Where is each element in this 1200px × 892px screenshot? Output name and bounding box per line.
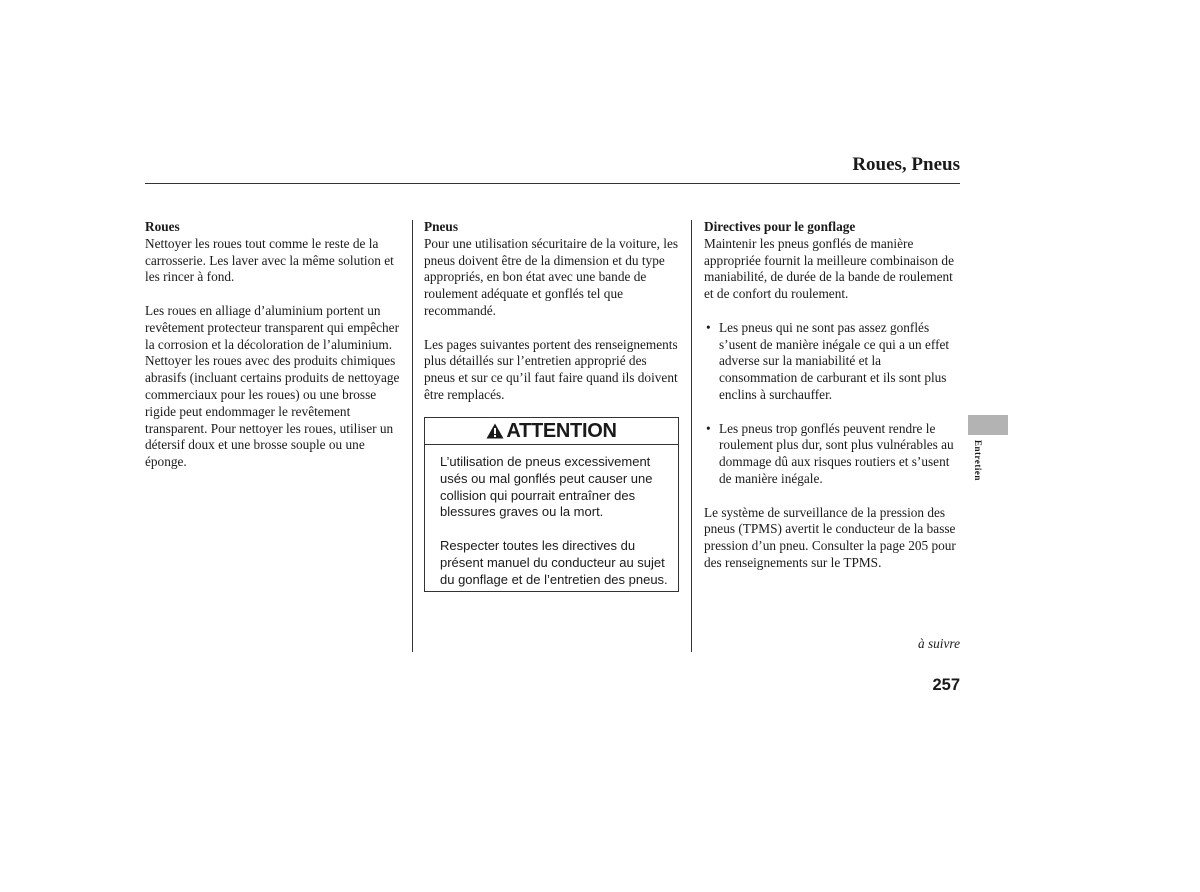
section-heading-gonflage: Directives pour le gonflage	[704, 219, 856, 234]
column-pneus	[424, 219, 679, 421]
warning-text: L’utilisation de pneus excessivement usés ou mal gonflés peut causer une collision qui pourrait entraîner des blessures graves ou la mort.	[440, 454, 653, 520]
section-tab	[968, 415, 1008, 435]
paragraph: Nettoyer les roues tout comme le reste de la carrosserie. Les laver avec la même solution et les rincer à fond.	[145, 235, 394, 285]
bullet-list	[704, 320, 962, 488]
page-title: Roues, Pneus	[852, 154, 960, 175]
column-roues	[145, 219, 400, 488]
header-divider	[145, 183, 960, 184]
attention-body	[425, 445, 678, 588]
column-divider	[412, 220, 413, 652]
section-heading-roues: Roues	[145, 219, 180, 234]
paragraph: Les pages suivantes portent des renseignements plus détaillés sur l’entretien approprié des pneus et sur ce qu’il faut faire quand ils doivent être remplacés.	[424, 336, 678, 402]
continued-label: à suivre	[918, 636, 960, 651]
column-divider	[691, 220, 692, 652]
column-gonflage	[704, 219, 962, 589]
attention-title: ATTENTION	[506, 419, 617, 442]
section-tab-label: Entretien	[973, 440, 983, 481]
section-heading-pneus: Pneus	[424, 219, 458, 234]
page-number: 257	[932, 676, 960, 694]
warning-triangle-icon	[486, 423, 504, 439]
attention-header	[425, 418, 678, 445]
attention-warning-box	[424, 417, 679, 592]
paragraph: Maintenir les pneus gonflés de manière appropriée fournit la meilleure combinaison de maniabilité, de durée de la bande de roulement et de confort du roulement.	[704, 235, 954, 302]
paragraph: Le système de surveillance de la pression des pneus (TPMS) avertit le conducteur de la basse pression d’un pneu. Consulter la page 205 pour des renseignements sur le TPMS.	[704, 504, 956, 570]
bullet-item: • Les pneus qui ne sont pas assez gonflés s’usent de manière inégale ce qui a un effet adverse sur la maniabilité et la consommation de carburant et ils sont plus enclins à surchauffer.	[704, 320, 962, 404]
paragraph: Pour une utilisation sécuritaire de la voiture, les pneus doivent être de la dimension et du type appropriés, en bon état avec une bande de roulement adéquate et gonflés tel que recommandé.	[424, 235, 679, 318]
bullet-item: • Les pneus trop gonflés peuvent rendre le roulement plus dur, sont plus vulnérables au dommage dû aux risques routiers et s’usent de manière inégale.	[704, 421, 962, 488]
warning-text: Respecter toutes les directives du présent manuel du conducteur au sujet du gonflage et de l’entretien des pneus.	[440, 537, 668, 587]
paragraph: Les roues en alliage d’aluminium portent un revêtement protecteur transparent qui empêcher la corrosion et la décoloration de l’aluminium. Nettoyer les roues avec des produits chimiques abrasifs (incluant certains produits de nettoyage commerciaux pour les roues) ou une brosse rigide peut endommager le revêtement transparent. Pour nettoyer les roues, utiliser un détersif doux et une brosse souple ou une éponge.	[145, 302, 400, 470]
